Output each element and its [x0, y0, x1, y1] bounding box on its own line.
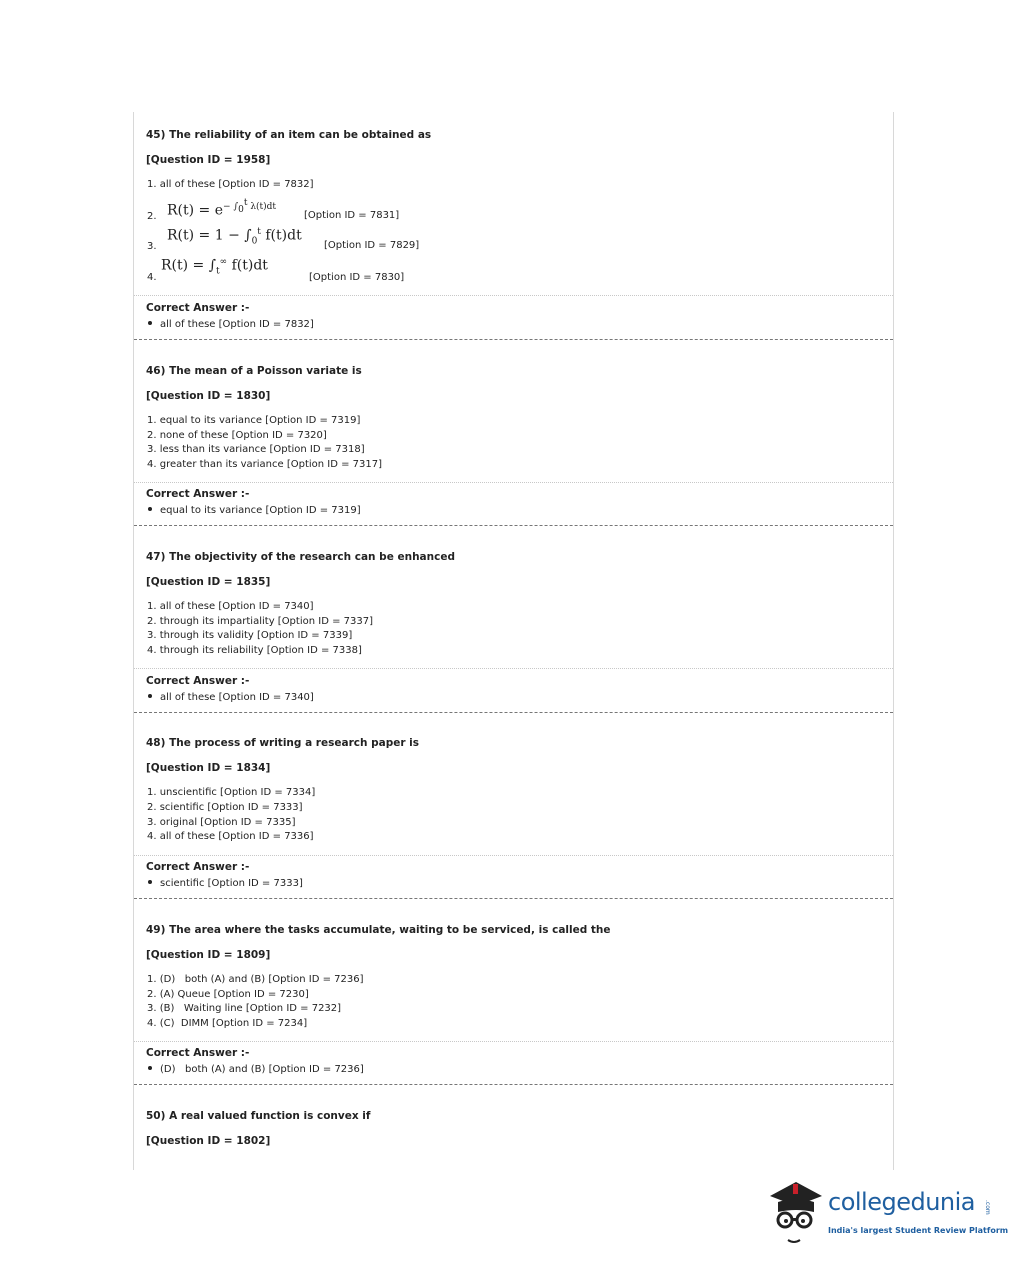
question-title: 50) A real valued function is convex if: [146, 1110, 371, 1122]
correct-answer-label: Correct Answer :-: [146, 861, 250, 873]
correct-answer: equal to its variance [Option ID = 7319]: [146, 505, 361, 516]
option-1: 1. equal to its variance [Option ID = 7319]: [147, 415, 361, 426]
option-4: 4. all of these [Option ID = 7336]: [147, 831, 314, 842]
correct-answer: all of these [Option ID = 7340]: [146, 692, 314, 703]
option-1: 1. (D) both (A) and (B) [Option ID = 7236]: [147, 974, 364, 985]
question-separator: [134, 525, 893, 526]
divider: [134, 482, 893, 483]
question-separator: [134, 898, 893, 899]
question-title: 49) The area where the tasks accumulate, waiting to be serviced, is called the: [146, 924, 611, 936]
option-2: 2. none of these [Option ID = 7320]: [147, 430, 327, 441]
question-separator: [134, 1084, 893, 1085]
question-id: [Question ID = 1830]: [146, 390, 271, 402]
option-3: 3. through its validity [Option ID = 7339]: [147, 630, 353, 641]
option-4-id: [Option ID = 7830]: [309, 272, 405, 283]
divider: [134, 1041, 893, 1042]
option-3: 3. (B) Waiting line [Option ID = 7232]: [147, 1003, 342, 1014]
option-2-id: [Option ID = 7831]: [304, 210, 400, 221]
option-4: 4. (C) DIMM [Option ID = 7234]: [147, 1018, 308, 1029]
option-1: 1. all of these [Option ID = 7832]: [147, 179, 314, 190]
question-paper: [133, 112, 894, 1170]
option-4-formula: $R(t) = \int_t^\infty$ f(t)dt: [161, 257, 268, 277]
correct-answer-label: Correct Answer :-: [146, 488, 250, 500]
question-id: [Question ID = 1834]: [146, 762, 271, 774]
question-separator: [134, 339, 893, 340]
question-title: 47) The objectivity of the research can be enhanced: [146, 551, 455, 563]
correct-answer: all of these [Option ID = 7832]: [146, 319, 314, 330]
graduate-mascot-icon: [766, 1178, 826, 1248]
correct-answer: scientific [Option ID = 7333]: [146, 878, 303, 889]
correct-answer-label: Correct Answer :-: [146, 675, 250, 687]
option-2: 2. scientific [Option ID = 7333]: [147, 802, 303, 813]
question-title: 45) The reliability of an item can be obtained as: [146, 129, 432, 141]
logo-wordmark: collegedunia: [828, 1188, 976, 1216]
option-2: 2. through its impartiality [Option ID = 7337]: [147, 616, 373, 627]
option-2-formula: $R(t) = e^{- \int_0^t \lambda(t)dt}$: [167, 198, 277, 219]
option-1: 1. all of these [Option ID = 7340]: [147, 601, 314, 612]
question-title: 48) The process of writing a research paper is: [146, 737, 420, 749]
option-4: 4. greater than its variance [Option ID = 7317]: [147, 459, 383, 470]
option-3-id: [Option ID = 7829]: [324, 240, 420, 251]
option-1: 1. unscientific [Option ID = 7334]: [147, 787, 316, 798]
bullet-icon: [148, 694, 152, 698]
question-id: [Question ID = 1809]: [146, 949, 271, 961]
option-4-number: 4.: [147, 272, 157, 283]
correct-answer-label: Correct Answer :-: [146, 302, 250, 314]
option-3: 3. original [Option ID = 7335]: [147, 817, 296, 828]
bullet-icon: [148, 507, 152, 511]
option-2: 2. (A) Queue [Option ID = 7230]: [147, 989, 309, 1000]
question-title: 46) The mean of a Poisson variate is: [146, 365, 362, 377]
option-3-formula: $R(t) = 1 - \int_0^t$ f(t)dt: [167, 227, 302, 247]
option-3-number: 3.: [147, 241, 157, 252]
logo-tagline: India's largest Student Review Platform: [828, 1226, 1009, 1235]
question-id: [Question ID = 1835]: [146, 576, 271, 588]
divider: [134, 855, 893, 856]
bullet-icon: [148, 880, 152, 884]
option-4: 4. through its reliability [Option ID = 7338]: [147, 645, 362, 656]
bullet-icon: [148, 321, 152, 325]
question-separator: [134, 712, 893, 713]
collegedunia-logo[interactable]: [766, 1178, 1009, 1248]
option-2-number: 2.: [147, 211, 157, 222]
bullet-icon: [148, 1066, 152, 1070]
correct-answer-label: Correct Answer :-: [146, 1047, 250, 1059]
correct-answer: (D) both (A) and (B) [Option ID = 7236]: [146, 1064, 364, 1075]
question-id: [Question ID = 1958]: [146, 154, 271, 166]
question-id: [Question ID = 1802]: [146, 1135, 271, 1147]
divider: [134, 668, 893, 669]
option-3: 3. less than its variance [Option ID = 7318]: [147, 444, 365, 455]
logo-suffix: .com: [984, 1200, 991, 1215]
divider: [134, 295, 893, 296]
